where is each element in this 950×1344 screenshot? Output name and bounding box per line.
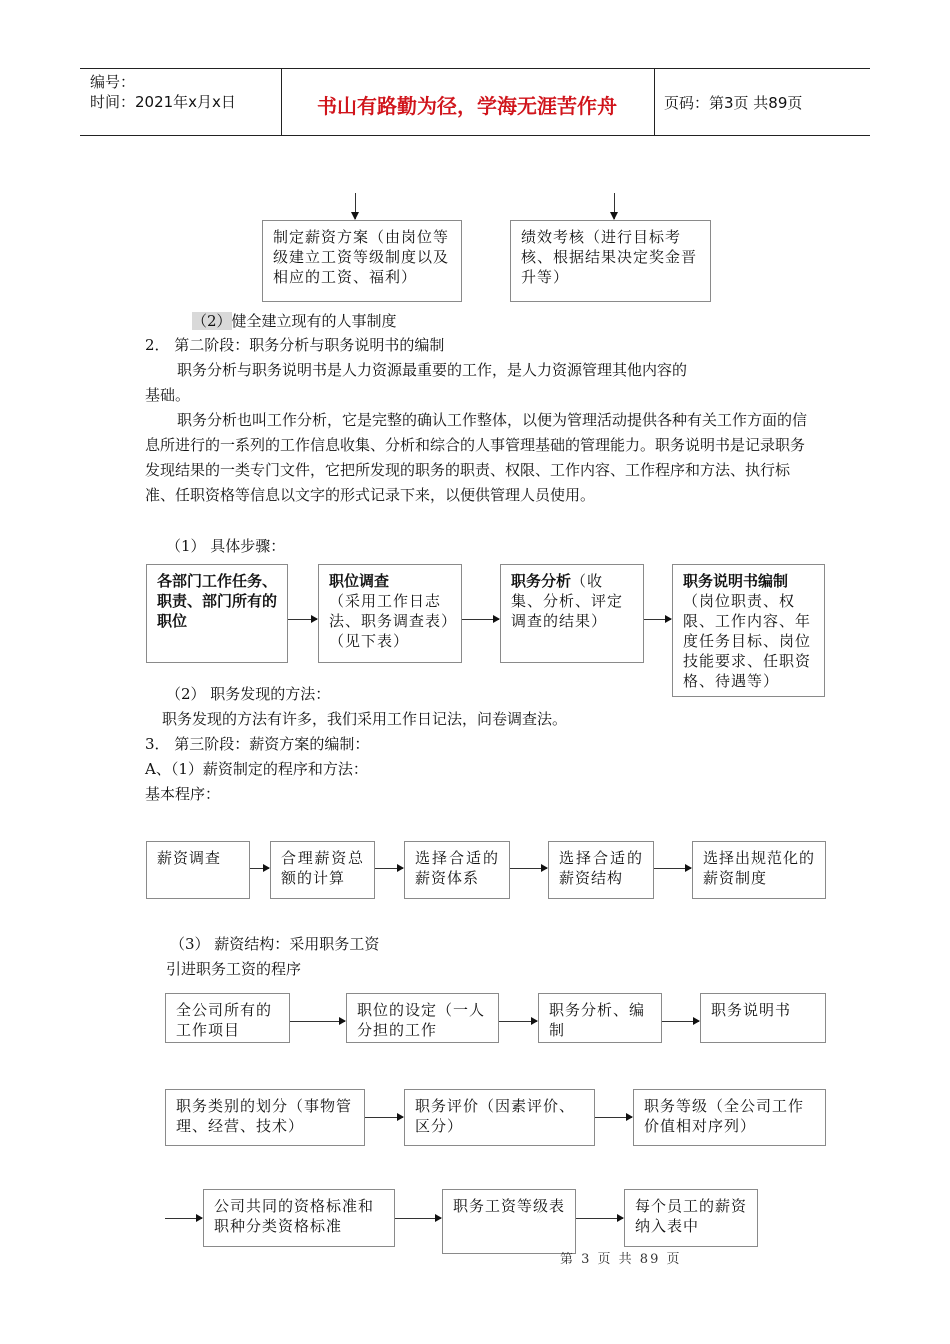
header-top-border (80, 68, 870, 69)
basic-procedure-label: 基本程序： (145, 785, 221, 803)
step-1-label: 各部门工作任务、职责、部门所有的职位 (157, 572, 278, 630)
intro-box: 职务工资等级表 (442, 1189, 576, 1254)
intro-box: 职务类别的划分（事物管理、经营、技术） (165, 1089, 365, 1146)
header-meta (90, 72, 236, 112)
right-arrow (499, 1021, 537, 1022)
paragraph-1-line-1: 职务分析与职务说明书是人力资源最重要的工作，是人力资源管理其他内容的 (177, 361, 688, 379)
salary-procedure-heading: A、（1）薪资制定的程序和方法： (145, 760, 368, 778)
down-arrow (614, 193, 615, 219)
stage-3-heading: 3． 第三阶段：薪资方案的编制： (145, 735, 370, 753)
right-arrow (288, 619, 317, 620)
right-arrow (250, 868, 269, 869)
right-arrow (662, 1021, 699, 1022)
doc-number: 编号： (90, 73, 136, 91)
intro-box: 职务评价（因素评价、区分） (404, 1089, 595, 1146)
step-2-label: 职位调查 (329, 572, 390, 590)
item-2-number: （2） (192, 312, 232, 330)
step-4-label: 职务说明书编制 (683, 572, 789, 590)
header-bottom-border (80, 135, 870, 136)
salary-flow-box: 合理薪资总额的计算 (270, 841, 375, 899)
salary-flow-box: 选择出规范化的薪资制度 (692, 841, 826, 899)
salary-flow-box: 选择合适的薪资结构 (548, 841, 654, 899)
right-arrow (595, 1117, 632, 1118)
right-arrow (365, 1117, 403, 1118)
right-arrow (290, 1021, 345, 1022)
right-arrow (395, 1218, 441, 1219)
down-arrow (355, 193, 356, 219)
right-arrow (165, 1218, 202, 1219)
header-motto: 书山有路勤为径，学海无涯苦作舟 (317, 94, 617, 118)
intro-box: 职务等级（全公司工作价值相对序列） (633, 1089, 826, 1146)
intro-box: 每个员工的薪资纳入表中 (624, 1189, 758, 1247)
stage-2-heading: 2． 第二阶段：职务分析与职务说明书的编制 (145, 336, 445, 354)
discover-text: 职务发现的方法有许多，我们采用工作日记法，问卷调查法。 (162, 710, 568, 728)
right-arrow (375, 868, 403, 869)
intro-box: 公司共同的资格标准和职种分类资格标准 (203, 1189, 395, 1247)
step-box-survey (318, 564, 462, 663)
steps-title: （1） 具体步骤： (166, 537, 286, 555)
salary-plan-box: 制定薪资方案（由岗位等级建立工资等级制度以及相应的工资、福利） (262, 220, 462, 302)
salary-structure-line: （3） 薪资结构：采用职务工资 (170, 935, 380, 953)
item-2-text: 健全建立现有的人事制度 (231, 312, 397, 330)
paragraph-1-line-2: 基础。 (145, 386, 191, 404)
salary-flow-box: 选择合适的薪资体系 (404, 841, 510, 899)
step-box-analysis (500, 564, 644, 663)
intro-procedure-label: 引进职务工资的程序 (166, 960, 302, 978)
step-3-label: 职务分析 (511, 572, 572, 590)
salary-flow-box: 薪资调查 (146, 841, 250, 899)
doc-time: 时间：2021年x月x日 (90, 93, 236, 111)
right-arrow (576, 1218, 623, 1219)
intro-box: 职务说明书 (700, 993, 826, 1043)
step-box-departments (146, 564, 288, 663)
header-divider (654, 68, 655, 136)
paragraph-2: 职务分析也叫工作分析，它是完整的确认工作整体，以便为管理活动提供各种有关工作方面的信息所进行的一系列的工作信息收集、分析和综合的人事管理基础的管理能力。职务说明书是记录职务发现结果的一类专门文件，它把所发现的职务的职责、权限、工作内容、工作程序和方法、执行标准、任职资格等信息以文字的形式记录下来，以便供管理人员使用。 (145, 411, 808, 504)
page-footer: 第 3 页 共 89 页 (560, 1252, 682, 1267)
right-arrow (462, 619, 499, 620)
intro-box: 职位的设定（一人分担的工作 (346, 993, 499, 1043)
step-3-detail: （收集、分析、评定调查的结果） (511, 572, 624, 630)
performance-box: 绩效考核（进行目标考核、根据结果决定奖金晋升等） (510, 220, 711, 302)
step-4-detail: （岗位职责、权限、工作内容、年度任务目标、岗位技能要求、任职资格、待遇等） (683, 592, 812, 690)
discover-title: （2） 职务发现的方法： (166, 685, 331, 703)
intro-box: 职务分析、编制 (538, 993, 662, 1043)
right-arrow (654, 868, 691, 869)
item-2 (192, 309, 397, 333)
header-page-number: 页码：第3页 共89页 (664, 94, 803, 112)
step-box-description (672, 564, 825, 697)
intro-box: 全公司所有的工作项目 (165, 993, 290, 1043)
right-arrow (510, 868, 547, 869)
right-arrow (644, 619, 671, 620)
step-2-detail: （采用工作日志法、职务调查表）（见下表） (329, 592, 450, 650)
